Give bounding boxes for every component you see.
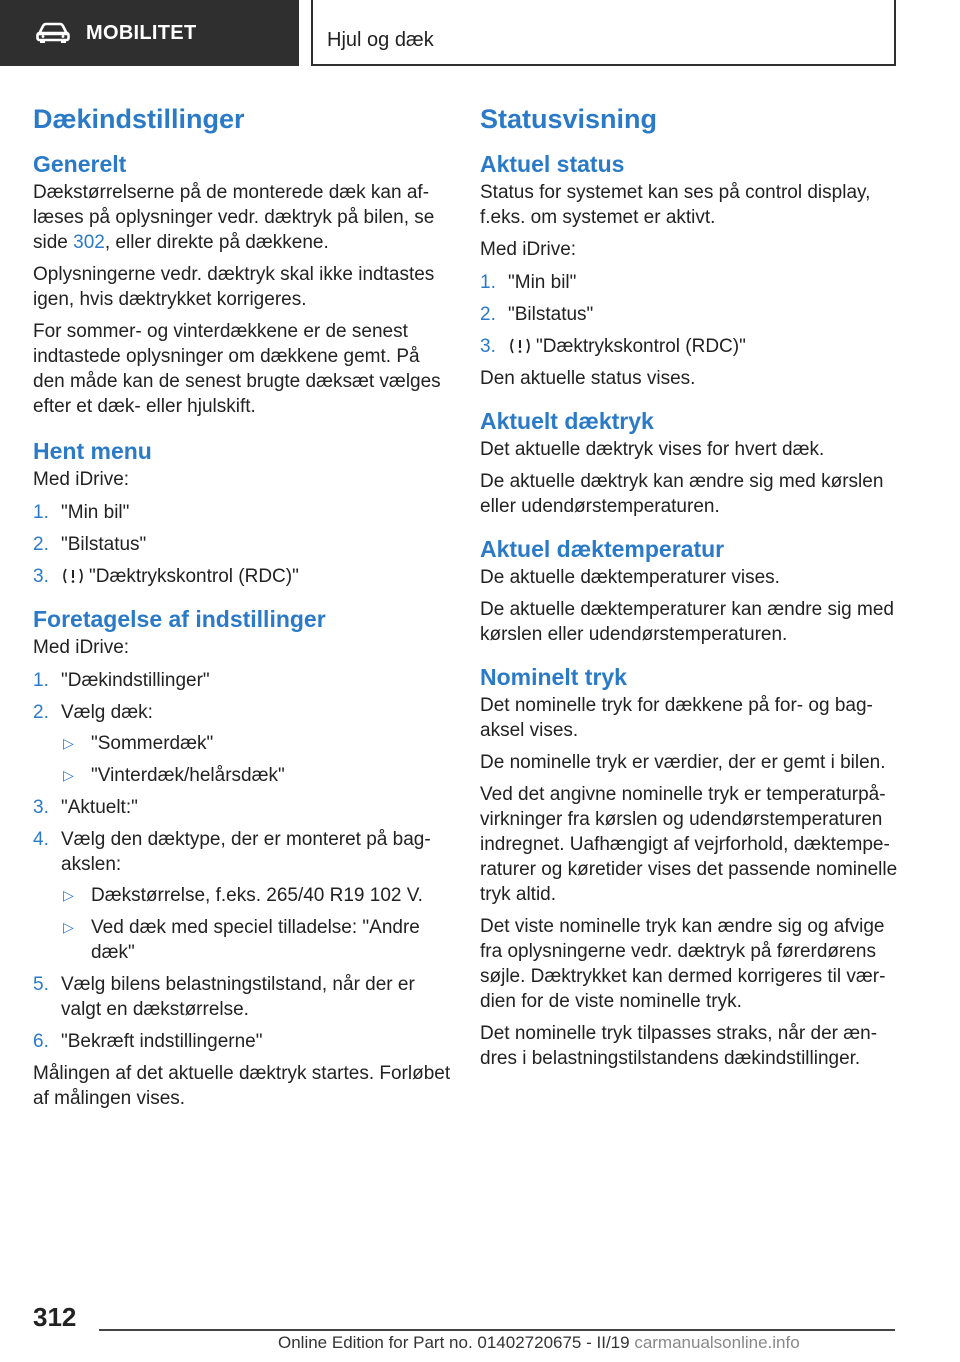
heading-aktuel-status: Aktuel status [480, 151, 625, 177]
page-reference-link[interactable]: 302 [73, 232, 105, 253]
heading-generelt: Generelt [33, 151, 127, 177]
list-item: 1. "Min bil" [480, 272, 577, 293]
triangle-bullet-icon: ▷ [63, 919, 74, 935]
list-item: 2. "Bilstatus" [33, 534, 147, 555]
page-title: Dækindstillinger [33, 104, 245, 134]
heading-aktuelt-daektryk: Aktuelt dæktryk [480, 408, 654, 434]
section-title-status: Statusvisning [480, 104, 658, 134]
paragraph: Målingen af det aktuelle dæktryk startes. Forløbet af målingen vises. [33, 1063, 451, 1109]
paragraph: For sommer- og vinterdækkene er de senest indtastede oplysninger om dækkene gemt. På den måde kan de senest brugte dæksæt vælges efter et dæk- eller hjulskift. [33, 321, 441, 417]
paragraph: De nominelle tryk er værdier, der er gemt i bilen. [480, 752, 886, 773]
sub-list-item: ▷ Dækstørrelse, f.eks. 265/40 R19 102 V. [63, 885, 423, 906]
step-list [33, 668, 451, 1054]
list-item: 3. "Dæktrykskontrol (RDC)" [480, 336, 746, 357]
tire-pressure-warning-icon [61, 567, 85, 585]
paragraph: Ved det angivne nominelle tryk er temperaturpåvirkninger fra kørslen og udendørstemperaturen indregnet. Uafhængigt af vejrforhold, dæktemperaturer og køretider vises det passende nominelle tryk altid. [480, 784, 898, 905]
paragraph: Status for systemet kan ses på control display, f.eks. om systemet er aktivt. [480, 182, 871, 228]
paragraph: De aktuelle dæktryk kan ændre sig med kørslen eller udendørstemperaturen. [480, 471, 884, 517]
section-title: MOBILITET [86, 21, 197, 44]
list-item: 3. "Aktuelt:" [33, 797, 138, 818]
list-item: 2. Vælg dæk: ▷ "Sommerdæk" ▷ "Vinterdæk/helårsdæk" [33, 700, 451, 788]
paragraph: Med iDrive: [33, 637, 130, 658]
sub-list [61, 883, 451, 965]
paragraph: Det nominelle tryk for dækkene på for- og bagaksel vises. [480, 695, 873, 741]
paragraph: Det viste nominelle tryk kan ændre sig og afvige fra oplysningerne vedr. dæktryk på førerdørens søjle. Dæktrykket kan dermed korrigeres til værdien for de viste nominelle tryk. [480, 916, 886, 1012]
list-item: 2. "Bilstatus" [480, 304, 594, 325]
paragraph: Med iDrive: [480, 239, 577, 260]
section-tab [0, 0, 299, 66]
chapter-title: Hjul og dæk [327, 29, 434, 51]
page-header [0, 0, 960, 66]
paragraph: De aktuelle dæktemperaturer kan ændre sig med kørslen eller udendørstemperaturen. [480, 599, 894, 645]
sub-list [61, 731, 451, 788]
paragraph: Det nominelle tryk tilpasses straks, når der ændres i belastningstilstandens dækindstillinger. [480, 1023, 878, 1069]
sub-list-item: ▷ "Sommerdæk" [63, 733, 214, 754]
paragraph: Den aktuelle status vises. [480, 368, 696, 389]
step-list [33, 500, 451, 589]
footer-edition: Online Edition for Part no. 01402720675 - II/19 carmanualsonline.info [278, 1333, 800, 1352]
tire-pressure-warning-icon [508, 337, 532, 355]
list-item: 5. Vælg bilens belastningstilstand, når der er valgt en dækstørrelse. [33, 974, 415, 1020]
triangle-bullet-icon: ▷ [63, 887, 74, 903]
list-item: 6. "Bekræft indstillingerne" [33, 1031, 263, 1052]
list-item: 1. "Min bil" [33, 502, 130, 523]
list-item: 1. "Dækindstillinger" [33, 670, 210, 691]
list-item: 3. "Dæktrykskontrol (RDC)" [33, 566, 299, 587]
paragraph: Med iDrive: [33, 469, 130, 490]
page-number: 312 [33, 1302, 77, 1332]
step-list [480, 270, 898, 359]
paragraph: Det aktuelle dæktryk vises for hvert dæk. [480, 439, 825, 460]
chapter-tab [311, 0, 896, 66]
car-icon [36, 22, 70, 44]
left-column [33, 100, 451, 1118]
heading-aktuel-temperatur: Aktuel dæktemperatur [480, 536, 725, 562]
sub-list-item: ▷ "Vinterdæk/helårsdæk" [63, 765, 285, 786]
triangle-bullet-icon: ▷ [63, 735, 74, 751]
heading-hent-menu: Hent menu [33, 438, 152, 464]
triangle-bullet-icon: ▷ [63, 767, 74, 783]
footer-watermark: carmanualsonline.info [634, 1333, 800, 1352]
list-item: 4. Vælg den dæktype, der er monteret på bagakslen: ▷ Dækstørrelse, f.eks. 265/40 R19 102 V. ▷ Ved dæk med speciel tilladelse: "Andre dæk" [33, 827, 451, 965]
paragraph: Dækstørrelserne på de monterede dæk kan aflæses på oplysninger vedr. dæktryk på bilen, se side 302, eller direkte på dækkene. [33, 182, 435, 253]
paragraph: Oplysningerne vedr. dæktryk skal ikke indtastes igen, hvis dæktrykket korrigeres. [33, 264, 435, 310]
heading-nominelt-tryk: Nominelt tryk [480, 664, 627, 690]
sub-list-item: ▷ Ved dæk med speciel tilladelse: "Andre dæk" [63, 917, 420, 963]
footer-divider [99, 1329, 895, 1331]
paragraph: De aktuelle dæktemperaturer vises. [480, 567, 780, 588]
heading-foretagelse: Foretagelse af indstillinger [33, 606, 326, 632]
right-column [480, 100, 898, 1078]
